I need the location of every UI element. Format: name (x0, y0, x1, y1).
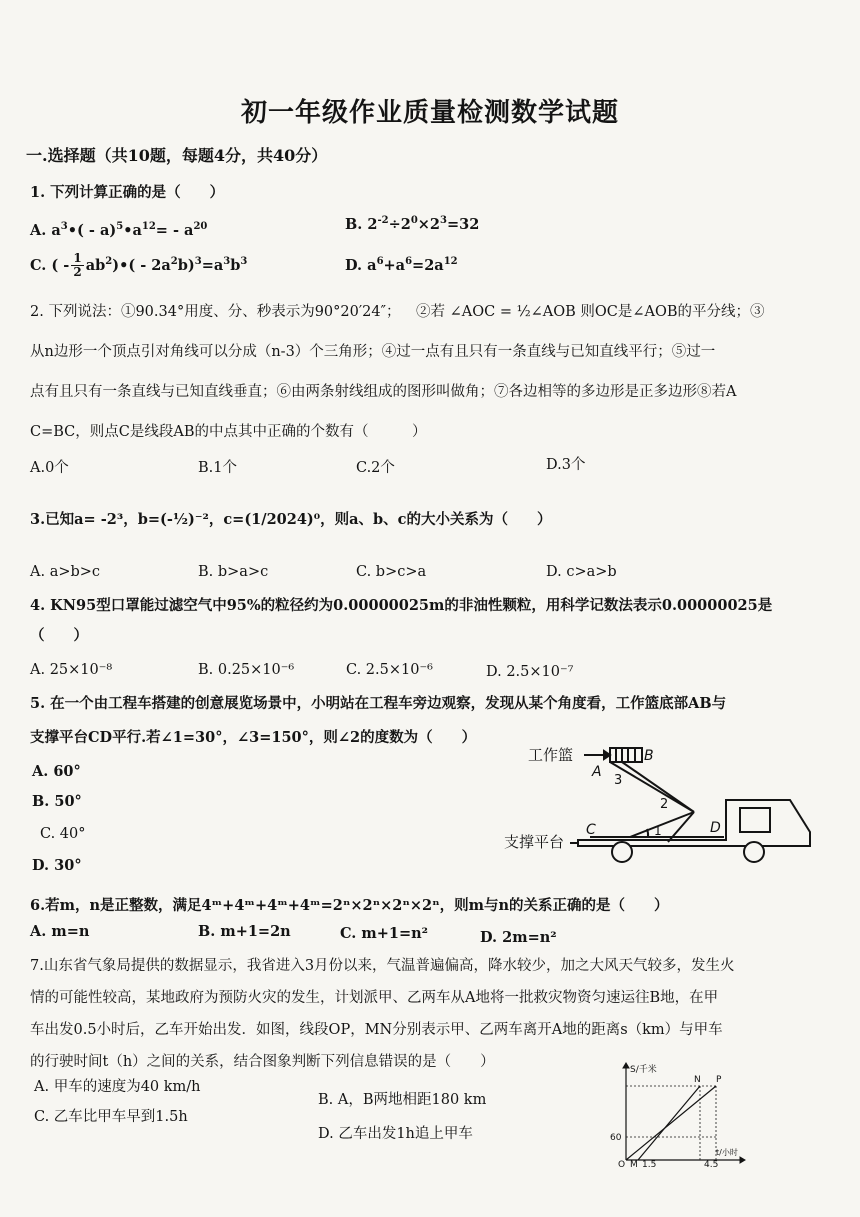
q1-option-a: A. $a^3•$( - $a)^5•a^{12}= - a^{20}$ (30, 221, 208, 239)
graph-origin-o: O (618, 1160, 626, 1168)
exam-title: 初一年级作业质量检测数学试题 (240, 98, 619, 128)
q4-line2: （ ） (30, 627, 88, 644)
q3-option-c: C. b>c>a (356, 564, 427, 580)
q7-distance-time-graph (608, 1060, 748, 1168)
q6-stem: 6.若m，n是正整数，满足4ᵐ+4ᵐ+4ᵐ+4ᵐ=2ⁿ×2ⁿ×2ⁿ×2ⁿ，则m与n的关系正确的是（ ） (30, 897, 669, 914)
q1-option-d-label: D. (345, 256, 368, 274)
point-a-label: A (592, 764, 602, 780)
q7-line3: 车出发0.5小时后，乙车开始出发．如图，线段OP，MN分别表示甲、乙两车离开A地的距离s（km）与甲车 (30, 1022, 723, 1038)
q5-option-b: B. 50° (32, 793, 82, 810)
point-b-label: B (644, 748, 654, 764)
q3-option-d: D. c>a>b (546, 564, 617, 580)
graph-x-tick-4-5: 4.5 (704, 1160, 719, 1168)
q5-line2: 支撑平台CD平行.若∠1=30°，∠3=150°，则∠2的度数为（ ） (30, 729, 477, 746)
graph-x-tick-1-5: 1.5 (642, 1160, 657, 1168)
q5-option-d: D. 30° (32, 857, 82, 874)
q7-line4: 的行驶时间t（h）之间的关系，结合图象判断下列信息错误的是（ ） (30, 1054, 495, 1070)
q1-option-b: B. $2^{-2}\div 2^0\times 2^3=32$ (345, 215, 480, 233)
graph-point-m: M (630, 1160, 638, 1168)
point-d-label: D (710, 820, 721, 836)
q1-option-d: D. $a^6+a^6=2a^{12}$ (345, 256, 458, 274)
q3-option-b: B. b>a>c (198, 564, 269, 580)
q4-line1: 4. KN95型口罩能过滤空气中95%的粒径约为0.00000025m的非油性颗粒，用科学记数法表示0.00000025是 (30, 597, 773, 614)
q2-line4: C=BC，则点C是线段AB的中点其中正确的个数有（ ） (30, 424, 427, 440)
q7-line2: 情的可能性较高，某地政府为预防火灾的发生，计划派甲、乙两车从A地将一批救灾物资匀速运往B地，在甲 (30, 990, 719, 1006)
q1-option-c: C. ( - $\frac{1}{2}$ $ab^2)•( - 2a^2b)^3=a^3b^3$ (30, 251, 248, 280)
q6-option-d: D. 2m=n² (480, 929, 557, 946)
q1-stem: 1. 下列计算正确的是（ ） (30, 184, 225, 201)
basket-label: 工作篮 (528, 746, 574, 764)
q3-option-a: A. a>b>c (30, 564, 101, 580)
q6-option-b: B. m+1=2n (198, 923, 291, 940)
q2-option-b: B.1个 (198, 460, 237, 476)
q5-truck-figure (498, 740, 818, 875)
q1-option-a-label: A. (30, 221, 52, 239)
q4-option-b: B. 0.25×10⁻⁶ (198, 662, 295, 678)
graph-point-n: N (694, 1075, 701, 1085)
q7-option-b: B. A，B两地相距180 km (318, 1092, 487, 1108)
q7-line1: 7.山东省气象局提供的数据显示，我省进入3月份以来，气温普遍偏高，降水较少，加之大风天气较多，发生火 (30, 958, 735, 974)
angle-1-label: 1 (654, 824, 662, 838)
q2-option-c: C.2个 (356, 460, 395, 476)
q4-option-a: A. 25×10⁻⁸ (30, 662, 113, 678)
q4-option-d: D. 2.5×10⁻⁷ (486, 664, 574, 680)
q3-stem: 3.已知a= -2³，b=(-½)⁻²，c=(1/2024)⁰，则a、b、c的大小关系为（ ） (30, 511, 552, 528)
section-heading: 一.选择题（共10题，每题4分，共40分） (26, 146, 328, 165)
q7-option-c: C. 乙车比甲车早到1.5h (34, 1109, 188, 1125)
q5-option-a: A. 60° (32, 763, 81, 780)
q2-option-a: A.0个 (30, 460, 69, 476)
q4-option-c: C. 2.5×10⁻⁶ (346, 662, 433, 678)
q2-line1-part1: 2. 下列说法：①90.34°用度、分、秒表示为90°20′24″； (30, 304, 401, 320)
graph-y-tick-60: 60 (610, 1133, 622, 1143)
graph-x-axis-label: t/小时 (716, 1148, 738, 1157)
q7-option-d: D. 乙车出发1h追上甲车 (318, 1126, 473, 1142)
q6-option-a: A. m=n (30, 923, 90, 940)
q1-option-b-label: B. (345, 215, 368, 233)
point-c-label: C (586, 822, 596, 838)
q2-line1-part2: ②若 ∠AOC = ½∠AOB 则OC是∠AOB的平分线；③ (416, 304, 765, 320)
q2-line3: 点有且只有一条直线与已知直线垂直；⑥由两条射线组成的图形叫做角；⑦各边相等的多边形是正多边形⑧若A (30, 384, 737, 400)
q5-line1: 5. 在一个由工程车搭建的创意展览场景中，小明站在工程车旁边观察，发现从某个角度看，工作篮底部AB与 (30, 695, 727, 712)
q7-option-a: A. 甲车的速度为40 km/h (34, 1079, 201, 1095)
angle-3-label: 3 (614, 773, 623, 788)
q2-option-d: D.3个 (546, 457, 586, 473)
q6-option-c: C. m+1=n² (340, 925, 429, 942)
angle-2-label: 2 (660, 797, 669, 812)
graph-y-axis-label: S/千米 (630, 1065, 657, 1075)
graph-point-p: P (716, 1075, 722, 1085)
platform-label: 支撑平台 (504, 833, 565, 851)
q5-option-c: C. 40° (40, 826, 86, 842)
truck-drawing (570, 748, 810, 862)
q1-option-c-label: C. (30, 256, 52, 274)
q2-line2: 从n边形一个顶点引对角线可以分成（n-3）个三角形；④过一点有且只有一条直线与已知直线平行；⑤过一 (30, 344, 716, 360)
